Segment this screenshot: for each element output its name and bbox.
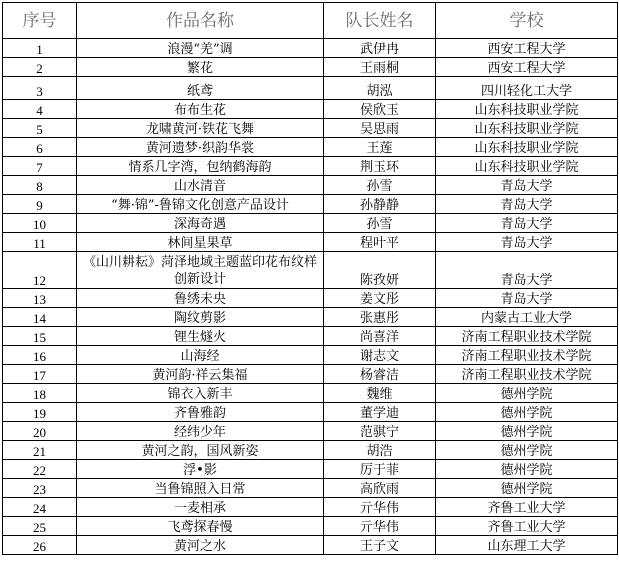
school-name: 德州学院	[436, 422, 618, 441]
row-number: 16	[3, 346, 77, 365]
school-name: 济南工程职业技术学院	[436, 327, 618, 346]
row-number: 14	[3, 308, 77, 327]
work-title: 布布生花	[77, 100, 324, 119]
table-row	[3, 39, 618, 58]
row-number: 2	[3, 58, 77, 77]
table-row	[3, 214, 618, 233]
header-title: 作品名称	[77, 3, 324, 39]
table-row	[3, 479, 618, 498]
header-school: 学校	[436, 3, 618, 39]
row-number: 3	[3, 77, 77, 100]
school-name: 青岛大学	[436, 176, 618, 195]
work-title: 龙啸黄河·铁花飞舞	[77, 119, 324, 138]
school-name: 山东科技职业学院	[436, 100, 618, 119]
work-title: 山海经	[77, 346, 324, 365]
table-row	[3, 365, 618, 384]
captain-name: 侯欣玉	[324, 100, 436, 119]
table-row	[3, 77, 618, 100]
work-title: 林间星果草	[77, 233, 324, 252]
captain-name: 吴思雨	[324, 119, 436, 138]
work-title: 锦衣入新丰	[77, 384, 324, 403]
row-number: 10	[3, 214, 77, 233]
school-name: 德州学院	[436, 460, 618, 479]
work-title: “舞·锦”-鲁锦文化创意产品设计	[77, 195, 324, 214]
work-title: 飞鸢探春慢	[77, 517, 324, 536]
row-number: 22	[3, 460, 77, 479]
table-row	[3, 157, 618, 176]
school-name: 四川轻化工大学	[436, 77, 618, 100]
school-name: 山东科技职业学院	[436, 138, 618, 157]
work-title: 黄河遗梦·织韵华裳	[77, 138, 324, 157]
captain-name: 王子文	[324, 536, 436, 555]
table-row	[3, 346, 618, 365]
row-number: 17	[3, 365, 77, 384]
table-row	[3, 58, 618, 77]
row-number: 7	[3, 157, 77, 176]
row-number: 6	[3, 138, 77, 157]
school-name: 山东科技职业学院	[436, 119, 618, 138]
school-name: 山东科技职业学院	[436, 157, 618, 176]
table-row	[3, 252, 618, 289]
row-number: 24	[3, 498, 77, 517]
work-title: 经纬少年	[77, 422, 324, 441]
school-name: 西安工程大学	[436, 39, 618, 58]
row-number: 15	[3, 327, 77, 346]
work-title: 浮•影	[77, 460, 324, 479]
table-row	[3, 422, 618, 441]
captain-name: 程叶平	[324, 233, 436, 252]
work-title: 纸鸢	[77, 77, 324, 100]
school-name: 西安工程大学	[436, 58, 618, 77]
captain-name: 董学迪	[324, 403, 436, 422]
school-name: 青岛大学	[436, 233, 618, 252]
school-name: 青岛大学	[436, 195, 618, 214]
row-number: 21	[3, 441, 77, 460]
table-row	[3, 138, 618, 157]
table-row	[3, 517, 618, 536]
table-row	[3, 100, 618, 119]
row-number: 18	[3, 384, 77, 403]
table-row	[3, 384, 618, 403]
work-title: 锂生燧火	[77, 327, 324, 346]
school-name: 青岛大学	[436, 289, 618, 308]
row-number: 25	[3, 517, 77, 536]
captain-name: 荆玉环	[324, 157, 436, 176]
work-title: 《山川耕耘》菏泽地域主题蓝印花布纹样创新设计	[77, 252, 324, 289]
captain-name: 孙雪	[324, 214, 436, 233]
school-name: 齐鲁工业大学	[436, 517, 618, 536]
captain-name: 孙静静	[324, 195, 436, 214]
work-title: 鲁绣未央	[77, 289, 324, 308]
school-name: 山东理工大学	[436, 536, 618, 555]
captain-name: 范骐宁	[324, 422, 436, 441]
row-number: 9	[3, 195, 77, 214]
school-name: 济南工程职业技术学院	[436, 346, 618, 365]
work-title: 当鲁锦照入日常	[77, 479, 324, 498]
captain-name: 胡浩	[324, 441, 436, 460]
table-row	[3, 289, 618, 308]
work-title: 黄河之韵，国风新姿	[77, 441, 324, 460]
work-title: 黄河韵·祥云集福	[77, 365, 324, 384]
school-name: 德州学院	[436, 384, 618, 403]
captain-name: 张惠彤	[324, 308, 436, 327]
header-no: 序号	[3, 3, 77, 39]
table-row	[3, 460, 618, 479]
table-row	[3, 176, 618, 195]
captain-name: 谢志文	[324, 346, 436, 365]
captain-name: 王雨桐	[324, 58, 436, 77]
school-name: 德州学院	[436, 479, 618, 498]
work-title: 繁花	[77, 58, 324, 77]
row-number: 19	[3, 403, 77, 422]
captain-name: 厉于菲	[324, 460, 436, 479]
table-row	[3, 195, 618, 214]
row-number: 26	[3, 536, 77, 555]
table-row	[3, 327, 618, 346]
row-number: 11	[3, 233, 77, 252]
work-title: 浪漫“羌”调	[77, 39, 324, 58]
captain-name: 亓华伟	[324, 498, 436, 517]
captain-name: 陈孜妍	[324, 252, 436, 289]
table-row	[3, 119, 618, 138]
captain-name: 杨睿洁	[324, 365, 436, 384]
work-title: 齐鲁雅韵	[77, 403, 324, 422]
table-row	[3, 536, 618, 555]
captain-name: 魏维	[324, 384, 436, 403]
table-row	[3, 308, 618, 327]
row-number: 23	[3, 479, 77, 498]
work-title: 陶纹剪影	[77, 308, 324, 327]
captain-name: 武伊冉	[324, 39, 436, 58]
school-name: 青岛大学	[436, 252, 618, 289]
row-number: 12	[3, 252, 77, 289]
winners-table	[2, 2, 618, 555]
work-title: 一麦相承	[77, 498, 324, 517]
school-name: 德州学院	[436, 403, 618, 422]
school-name: 青岛大学	[436, 214, 618, 233]
captain-name: 尚喜洋	[324, 327, 436, 346]
row-number: 13	[3, 289, 77, 308]
school-name: 济南工程职业技术学院	[436, 365, 618, 384]
row-number: 4	[3, 100, 77, 119]
row-number: 1	[3, 39, 77, 58]
work-title: 山水清音	[77, 176, 324, 195]
work-title: 情系几字湾，包纳鹤海韵	[77, 157, 324, 176]
table-row	[3, 498, 618, 517]
header-captain: 队长姓名	[324, 3, 436, 39]
captain-name: 孙雪	[324, 176, 436, 195]
header-row	[3, 3, 618, 39]
captain-name: 高欣雨	[324, 479, 436, 498]
school-name: 内蒙古工业大学	[436, 308, 618, 327]
row-number: 5	[3, 119, 77, 138]
school-name: 齐鲁工业大学	[436, 498, 618, 517]
captain-name: 姜文彤	[324, 289, 436, 308]
captain-name: 亓华伟	[324, 517, 436, 536]
table-row	[3, 403, 618, 422]
table-row	[3, 233, 618, 252]
captain-name: 王莲	[324, 138, 436, 157]
school-name: 德州学院	[436, 441, 618, 460]
row-number: 20	[3, 422, 77, 441]
captain-name: 胡泓	[324, 77, 436, 100]
work-title: 深海奇遇	[77, 214, 324, 233]
work-title: 黄河之水	[77, 536, 324, 555]
row-number: 8	[3, 176, 77, 195]
table-row	[3, 441, 618, 460]
